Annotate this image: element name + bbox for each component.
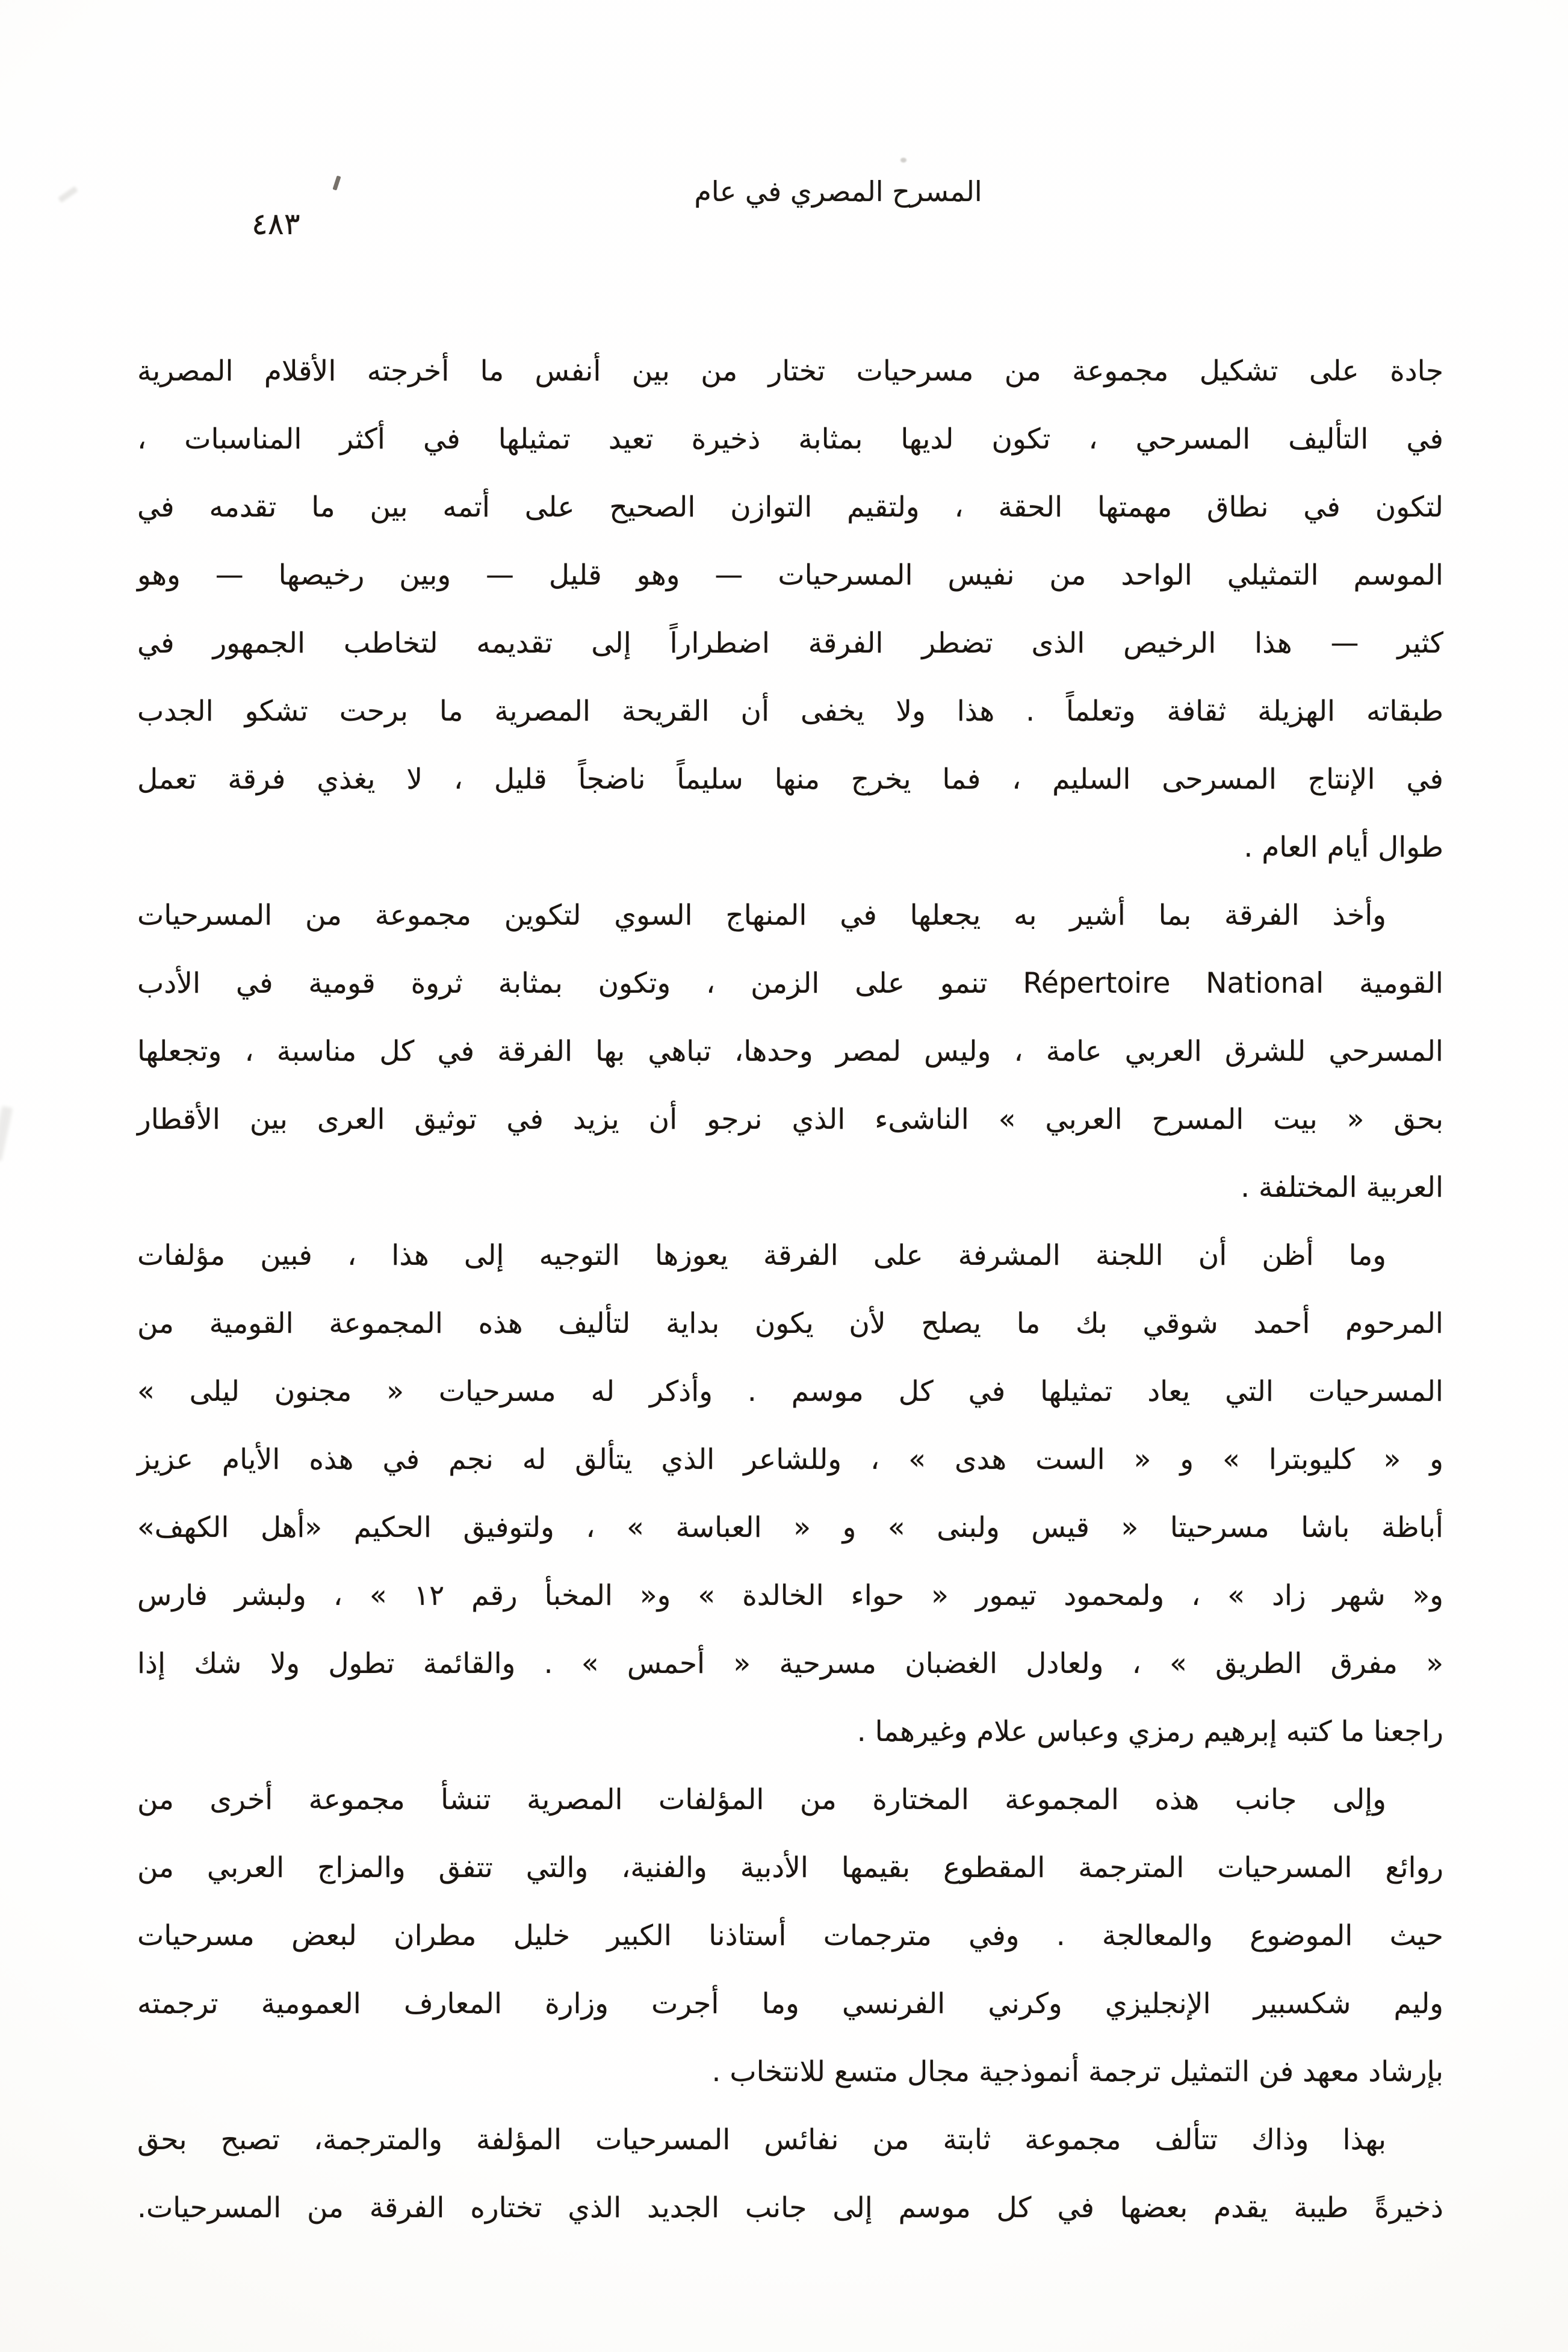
- text-line: وما أظن أن اللجنة المشرفة على الفرقة يعوزها التوجيه إلى هذا ، فبين مؤلفات: [137, 1239, 1386, 1272]
- body-text: [137, 337, 1443, 2242]
- text-line: لتكون في نطاق مهمتها الحقة ، ولتقيم التوازن الصحيح على أتمه بين ما تقدمه في: [137, 491, 1443, 524]
- text-line: القومية Répertoire National تنمو على الزمن ، وتكون بمثابة ثروة قومية في الأدب: [137, 967, 1443, 1000]
- text-line: راجعنا ما كتبه إبرهيم رمزي وعباس علام وغيرهما .: [857, 1715, 1443, 1748]
- text-line: المرحوم أحمد شوقي بك ما يصلح لأن يكون بداية لتأليف هذه المجموعة القومية من: [137, 1307, 1443, 1340]
- text-line: جادة على تشكيل مجموعة من مسرحيات تختار من بين أنفس ما أخرجته الأقلام المصرية: [137, 355, 1443, 388]
- text-line: و« شهر زاد » ، ولمحمود تيمور « حواء الخالدة » و« المخبأ رقم ١٢ » ، ولبشر فارس: [137, 1579, 1443, 1612]
- scan-speck: [900, 158, 906, 163]
- page-title: المسرح المصري في عام: [694, 175, 982, 208]
- text-line: بحق « بيت المسرح العربي » الناشىء الذي نرجو أن يزيد في توثيق العرى بين الأقطار: [137, 1103, 1443, 1136]
- page-number: ٤٨٣: [252, 206, 300, 241]
- text-line: وإلى جانب هذه المجموعة المختارة من المؤلفات المصرية تنشأ مجموعة أخرى من: [137, 1783, 1386, 1816]
- page-header: [0, 172, 1568, 256]
- text-line: العربية المختلفة .: [1241, 1171, 1443, 1204]
- text-line: روائع المسرحيات المترجمة المقطوع بقيمها الأدبية والفنية، والتي تتفق والمزاج العربي من: [137, 1851, 1443, 1884]
- text-line: حيث الموضوع والمعالجة . وفي مترجمات أستاذنا الكبير خليل مطران لبعض مسرحيات: [137, 1919, 1443, 1952]
- text-line: أباظة باشا مسرحيتا « قيس ولبنى » و « العباسة » ، ولتوفيق الحكيم «أهل الكهف»: [137, 1511, 1443, 1544]
- text-line: طوال أيام العام .: [1244, 831, 1443, 864]
- text-line: و « كليوبترا » و « الست هدى » ، وللشاعر الذي يتألق له نجم في هذه الأيام عزيز: [137, 1443, 1443, 1476]
- text-line: وأخذ الفرقة بما أشير به يجعلها في المنهاج السوي لتكوين مجموعة من المسرحيات: [137, 899, 1386, 932]
- text-line: المسرحي للشرق العربي عامة ، وليس لمصر وحدها، تباهي بها الفرقة في كل مناسبة ، وتجعلها: [137, 1035, 1443, 1068]
- text-line: « مفرق الطريق » ، ولعادل الغضبان مسرحية « أحمس » . والقائمة تطول ولا شك إذا: [137, 1647, 1443, 1680]
- text-line: المسرحيات التي يعاد تمثيلها في كل موسم . وأذكر له مسرحيات « مجنون ليلى »: [137, 1375, 1443, 1408]
- text-line: في التأليف المسرحي ، تكون لديها بمثابة ذخيرة تعيد تمثيلها في أكثر المناسبات ،: [137, 423, 1443, 456]
- text-line: في الإنتاج المسرحى السليم ، فما يخرج منها سليماً ناضجاً قليل ، لا يغذي فرقة تعمل: [137, 763, 1443, 796]
- text-line: كثير — هذا الرخيص الذى تضطر الفرقة اضطراراً إلى تقديمه لتخاطب الجمهور في: [137, 627, 1443, 660]
- text-line: وليم شكسبير الإنجليزي وكرني الفرنسي وما أجرت وزارة المعارف العمومية ترجمته: [137, 1987, 1443, 2020]
- text-line: ذخيرةً طيبة يقدم بعضها في كل موسم إلى جانب الجديد الذي تختاره الفرقة من المسرحيات.: [137, 2191, 1443, 2224]
- text-line: بإرشاد معهد فن التمثيل ترجمة أنموذجية مجال متسع للانتخاب .: [711, 2055, 1443, 2088]
- text-line: بهذا وذاك تتألف مجموعة ثابتة من نفائس المسرحيات المؤلفة والمترجمة، تصبح بحق: [137, 2123, 1386, 2156]
- text-line: الموسم التمثيلي الواحد من نفيس المسرحيات — وهو قليل — وبين رخيصها — وهو: [137, 559, 1443, 592]
- text-line: طبقاته الهزيلة ثقافة وتعلماً . هذا ولا يخفى أن القريحة المصرية ما برحت تشكو الجدب: [137, 695, 1443, 728]
